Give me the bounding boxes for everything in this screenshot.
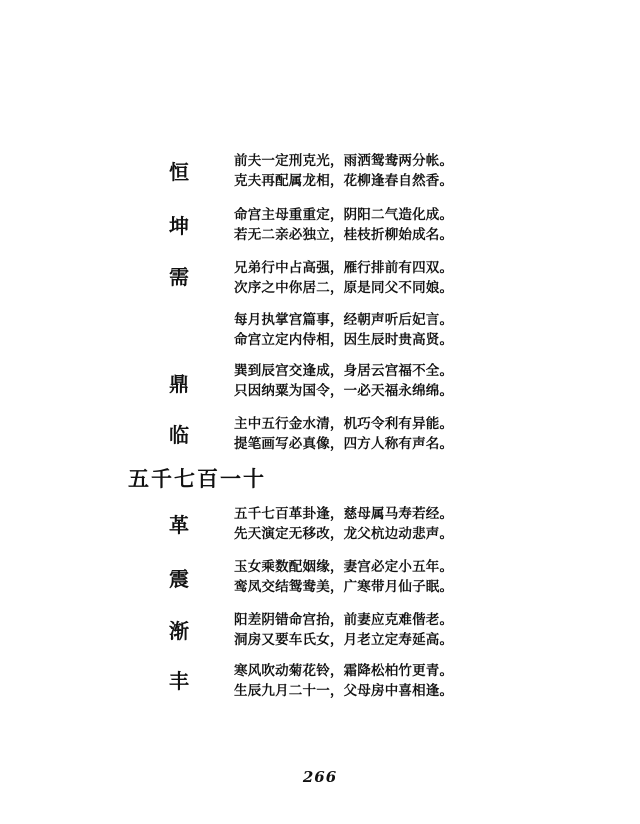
verse-block	[234, 310, 614, 350]
section-heading: 五千七百一十	[128, 466, 266, 491]
verse-line: 若无二亲必独立，桂枝折柳始成名。	[234, 227, 454, 243]
verse-block	[234, 205, 614, 245]
hexagram-label: 革	[169, 513, 189, 537]
page-number: 266	[302, 768, 338, 786]
verse-line: 主中五行金水清，机巧令利有异能。	[234, 416, 454, 432]
hexagram-label: 渐	[169, 619, 189, 643]
verse-line: 先天演定无移改，龙父杭边动悲声。	[234, 526, 454, 542]
verse-line: 只因纳粟为国令，一必天福永绵绵。	[234, 383, 454, 399]
verse-line: 提笔画写必真像，四方人称有声名。	[234, 436, 454, 452]
verse-line: 生辰九月二十一，父母房中喜相逢。	[234, 683, 454, 699]
verse-line: 洞房又要车氏女，月老立定寿延高。	[234, 632, 454, 648]
hexagram-label: 临	[169, 423, 189, 447]
verse-line: 兄弟行中占高强，雁行排前有四双。	[234, 260, 454, 276]
verse-line: 阳差阴错命宫抬，前妻应克难偕老。	[234, 612, 454, 628]
verse-block	[234, 661, 614, 701]
verse-line: 每月执掌宫篇事，经朝声听后妃言。	[234, 312, 454, 328]
verse-line: 玉女乘数配姻缘，妻宫必定小五年。	[234, 559, 454, 575]
verse-line: 前夫一定刑克光，雨洒鸳鸯两分帐。	[234, 153, 454, 169]
verse-block	[234, 414, 614, 454]
hexagram-label: 鼎	[169, 372, 189, 396]
verse-block	[234, 258, 614, 298]
verse-block	[234, 151, 614, 191]
hexagram-label: 需	[169, 265, 189, 289]
hexagram-label: 恒	[169, 160, 189, 184]
verse-line: 寒风吹动菊花铃，霜降松柏竹更青。	[234, 663, 454, 679]
verse-line: 鸾凤交结鸳鸯美，广寒带月仙子眠。	[234, 579, 454, 595]
hexagram-label: 坤	[169, 214, 189, 238]
verse-block	[234, 610, 614, 650]
verse-line: 命宫主母重重定，阴阳二气造化成。	[234, 207, 454, 223]
verse-line: 巽到辰宫交逢成，身居云宫福不全。	[234, 363, 454, 379]
verse-block	[234, 557, 614, 597]
verse-line: 命宫立定内侍相，因生辰时贵高贤。	[234, 332, 454, 348]
verse-line: 五千七百革卦逢，慈母属马寿若经。	[234, 506, 454, 522]
verse-line: 次序之中你居二，原是同父不同娘。	[234, 280, 454, 296]
hexagram-label: 丰	[169, 669, 189, 693]
verse-block	[234, 504, 614, 544]
verse-block	[234, 361, 614, 401]
verse-line: 克夫再配属龙相，花柳逢春自然香。	[234, 173, 454, 189]
hexagram-label: 震	[169, 567, 189, 591]
